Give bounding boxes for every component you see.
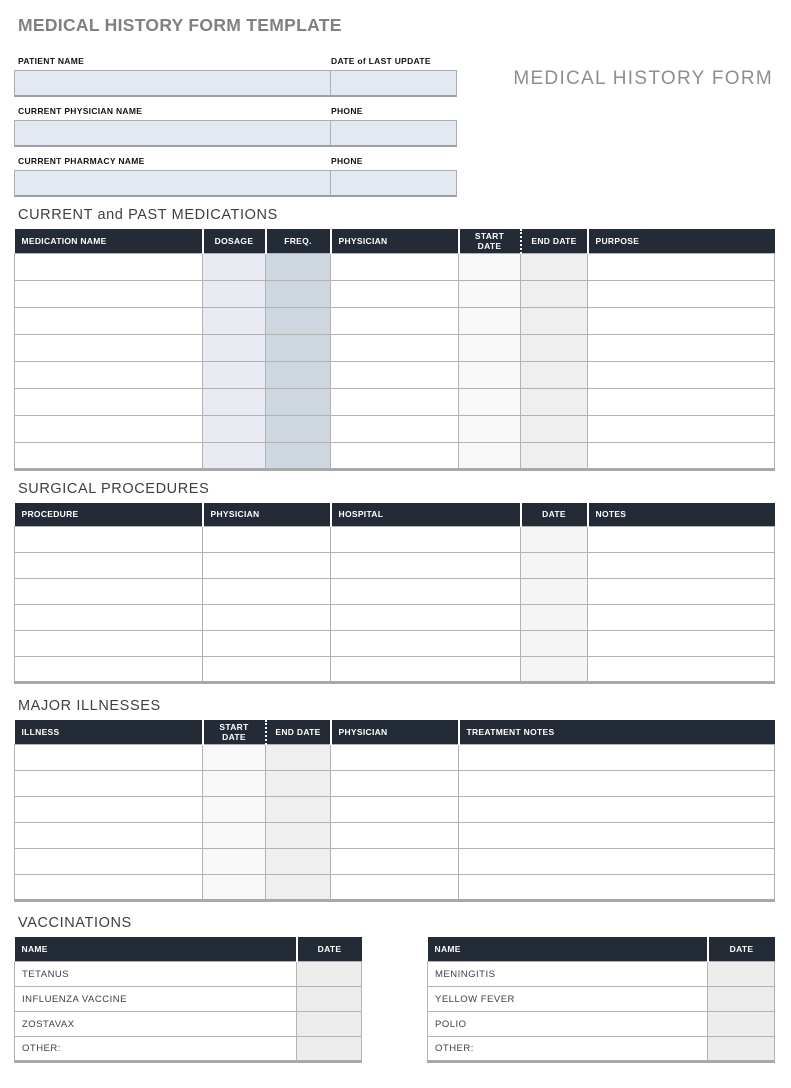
table-row — [15, 388, 775, 415]
empty-input-cell[interactable] — [331, 527, 521, 553]
empty-input-cell[interactable] — [203, 334, 266, 361]
row-label-cell[interactable]: INFLUENZA VACCINE — [15, 987, 297, 1012]
empty-input-cell[interactable] — [331, 361, 459, 388]
empty-input-cell[interactable] — [203, 579, 331, 605]
empty-input-cell[interactable] — [331, 388, 459, 415]
table-header-row — [15, 229, 775, 253]
empty-input-cell[interactable] — [459, 822, 775, 848]
empty-input-cell[interactable] — [203, 874, 266, 900]
empty-input-cell[interactable] — [588, 388, 775, 415]
empty-input-cell[interactable] — [203, 442, 266, 469]
empty-input-cell[interactable] — [15, 605, 203, 631]
empty-input-cell[interactable] — [588, 527, 775, 553]
empty-input-cell[interactable] — [459, 796, 775, 822]
date-of-last-update-input[interactable] — [331, 71, 456, 95]
empty-input-cell[interactable] — [203, 388, 266, 415]
table-row — [15, 962, 362, 987]
empty-input-cell[interactable] — [331, 657, 521, 683]
empty-input-cell[interactable] — [15, 657, 203, 683]
empty-input-cell[interactable] — [15, 631, 203, 657]
table-row — [15, 1012, 362, 1037]
current-pharmacy-name-input[interactable] — [15, 171, 331, 195]
table-row — [15, 987, 362, 1012]
current-pharmacy-name-label: CURRENT PHARMACY NAME — [18, 156, 145, 166]
empty-input-cell[interactable] — [331, 415, 459, 442]
table-row — [15, 280, 775, 307]
empty-input-cell[interactable] — [521, 527, 588, 553]
table-header-row — [15, 503, 775, 527]
column-header-notes: NOTES — [588, 503, 775, 527]
medical-history-form-page — [0, 15, 791, 1088]
empty-input-cell[interactable] — [521, 253, 588, 280]
empty-input-cell[interactable] — [521, 605, 588, 631]
empty-input-cell[interactable] — [521, 442, 588, 469]
empty-input-cell[interactable] — [521, 307, 588, 334]
column-header-start-date: START DATE — [459, 229, 521, 253]
row-label-cell[interactable]: MENINGITIS — [428, 962, 708, 987]
empty-input-cell[interactable] — [459, 770, 775, 796]
table-row — [15, 848, 775, 874]
table-header-row — [428, 937, 775, 962]
field-label-row — [18, 56, 775, 66]
column-header-treatment-notes: TREATMENT NOTES — [459, 720, 775, 744]
empty-input-cell[interactable] — [331, 770, 459, 796]
surgical-procedures-heading: SURGICAL PROCEDURES — [18, 480, 210, 497]
empty-input-cell[interactable] — [459, 874, 775, 900]
empty-input-cell[interactable] — [588, 657, 775, 683]
empty-input-cell[interactable] — [203, 527, 331, 553]
empty-input-cell[interactable] — [266, 415, 331, 442]
empty-input-cell[interactable] — [521, 388, 588, 415]
vaccination-tables-row — [14, 937, 775, 1064]
patient-name-label: PATIENT NAME — [18, 56, 85, 66]
empty-input-cell[interactable] — [15, 253, 203, 280]
surgical-procedures-table — [14, 503, 775, 685]
empty-input-cell[interactable] — [15, 553, 203, 579]
empty-input-cell[interactable] — [15, 744, 203, 770]
pharmacy-phone-input[interactable] — [331, 171, 456, 195]
empty-input-cell[interactable] — [331, 822, 459, 848]
empty-input-cell[interactable] — [521, 631, 588, 657]
empty-input-cell[interactable] — [588, 553, 775, 579]
empty-input-cell[interactable] — [15, 361, 203, 388]
empty-input-cell[interactable] — [521, 334, 588, 361]
vaccinations-left-table — [14, 937, 362, 1064]
patient-name-row — [14, 70, 457, 97]
major-illnesses-heading: MAJOR ILLNESSES — [18, 698, 161, 714]
empty-input-cell[interactable] — [521, 361, 588, 388]
empty-input-cell[interactable] — [459, 334, 521, 361]
table-row — [15, 415, 775, 442]
empty-input-cell[interactable] — [521, 280, 588, 307]
medications-section — [14, 207, 775, 471]
table-row — [15, 605, 775, 631]
column-header-illness: ILLNESS — [15, 720, 203, 744]
pharmacy-row — [14, 170, 457, 197]
column-header-physician: PHYSICIAN — [331, 229, 459, 253]
row-label-cell[interactable]: POLIO — [428, 1012, 708, 1037]
table-row — [15, 253, 775, 280]
table-header-row — [15, 720, 775, 744]
empty-input-cell[interactable] — [459, 848, 775, 874]
empty-input-cell[interactable] — [203, 307, 266, 334]
empty-input-cell[interactable] — [266, 770, 331, 796]
empty-input-cell[interactable] — [588, 605, 775, 631]
empty-input-cell[interactable] — [297, 1037, 362, 1062]
table-row — [15, 527, 775, 553]
column-header-name: NAME — [428, 937, 708, 962]
empty-input-cell[interactable] — [588, 280, 775, 307]
column-header-date: DATE — [297, 937, 362, 962]
empty-input-cell[interactable] — [521, 553, 588, 579]
empty-input-cell[interactable] — [331, 253, 459, 280]
empty-input-cell[interactable] — [203, 280, 266, 307]
empty-input-cell[interactable] — [15, 579, 203, 605]
empty-input-cell[interactable] — [588, 361, 775, 388]
current-physician-name-input[interactable] — [15, 121, 331, 145]
physician-phone-input[interactable] — [331, 121, 456, 145]
row-label-cell[interactable]: YELLOW FEVER — [428, 987, 708, 1012]
empty-input-cell[interactable] — [588, 307, 775, 334]
column-header-medication-name: MEDICATION NAME — [15, 229, 203, 253]
empty-input-cell[interactable] — [459, 388, 521, 415]
empty-input-cell[interactable] — [266, 744, 331, 770]
field-label-row — [18, 156, 775, 166]
empty-input-cell[interactable] — [297, 962, 362, 987]
table-row — [15, 657, 775, 683]
page-title: MEDICAL HISTORY FORM TEMPLATE — [18, 15, 342, 35]
empty-input-cell[interactable] — [266, 874, 331, 900]
column-header-physician: PHYSICIAN — [331, 720, 459, 744]
empty-input-cell[interactable] — [15, 848, 203, 874]
empty-input-cell[interactable] — [203, 415, 266, 442]
empty-input-cell[interactable] — [331, 442, 459, 469]
medications-heading: CURRENT and PAST MEDICATIONS — [18, 207, 278, 223]
table-row — [15, 361, 775, 388]
table-row — [15, 744, 775, 770]
table-row — [15, 307, 775, 334]
table-row — [15, 796, 775, 822]
empty-input-cell[interactable] — [15, 442, 203, 469]
empty-input-cell[interactable] — [15, 307, 203, 334]
table-row — [15, 334, 775, 361]
empty-input-cell[interactable] — [588, 579, 775, 605]
empty-input-cell[interactable] — [588, 334, 775, 361]
empty-input-cell[interactable] — [331, 579, 521, 605]
table-row — [428, 1037, 775, 1062]
vaccinations-right-table — [427, 937, 775, 1064]
surgical-procedures-section — [14, 481, 775, 685]
empty-input-cell[interactable] — [203, 822, 266, 848]
empty-input-cell[interactable] — [331, 553, 521, 579]
column-header-start-date: START DATE — [203, 720, 266, 744]
empty-input-cell[interactable] — [521, 415, 588, 442]
empty-input-cell[interactable] — [203, 770, 266, 796]
empty-input-cell[interactable] — [15, 527, 203, 553]
empty-input-cell[interactable] — [15, 334, 203, 361]
pharmacy-phone-label: PHONE — [331, 156, 363, 166]
empty-input-cell[interactable] — [588, 631, 775, 657]
column-header-date: DATE — [521, 503, 588, 527]
empty-input-cell[interactable] — [297, 987, 362, 1012]
major-illnesses-section — [14, 698, 775, 902]
table-row — [428, 987, 775, 1012]
table-row — [15, 770, 775, 796]
physician-row — [14, 120, 457, 147]
empty-input-cell[interactable] — [521, 579, 588, 605]
empty-input-cell[interactable] — [331, 744, 459, 770]
empty-input-cell[interactable] — [203, 744, 266, 770]
empty-input-cell[interactable] — [15, 388, 203, 415]
empty-input-cell[interactable] — [266, 361, 331, 388]
field-label-row — [18, 106, 775, 116]
empty-input-cell[interactable] — [331, 334, 459, 361]
empty-input-cell[interactable] — [521, 657, 588, 683]
empty-input-cell[interactable] — [331, 874, 459, 900]
table-row — [15, 1037, 362, 1062]
empty-input-cell[interactable] — [266, 334, 331, 361]
column-header-purpose: PURPOSE — [588, 229, 775, 253]
patient-name-input[interactable] — [15, 71, 331, 95]
empty-input-cell[interactable] — [459, 280, 521, 307]
empty-input-cell[interactable] — [588, 442, 775, 469]
table-row — [428, 962, 775, 987]
physician-phone-label: PHONE — [331, 106, 363, 116]
empty-input-cell[interactable] — [297, 1012, 362, 1037]
empty-input-cell[interactable] — [266, 388, 331, 415]
empty-input-cell[interactable] — [203, 848, 266, 874]
empty-input-cell[interactable] — [331, 605, 521, 631]
vaccinations-heading: VACCINATIONS — [18, 914, 132, 931]
brand-wordmark: MEDICAL HISTORY FORM — [513, 68, 773, 89]
major-illnesses-table — [14, 720, 775, 902]
column-header-freq: FREQ. — [266, 229, 331, 253]
empty-input-cell[interactable] — [459, 361, 521, 388]
empty-input-cell[interactable] — [459, 307, 521, 334]
empty-input-cell[interactable] — [203, 796, 266, 822]
row-label-cell[interactable]: OTHER: — [428, 1037, 708, 1062]
empty-input-cell[interactable] — [266, 280, 331, 307]
table-row — [15, 822, 775, 848]
column-header-end-date: END DATE — [266, 720, 331, 744]
empty-input-cell[interactable] — [331, 631, 521, 657]
medications-table — [14, 229, 775, 471]
empty-input-cell[interactable] — [708, 1012, 775, 1037]
empty-input-cell[interactable] — [15, 796, 203, 822]
empty-input-cell[interactable] — [203, 631, 331, 657]
empty-input-cell[interactable] — [708, 987, 775, 1012]
empty-input-cell[interactable] — [15, 770, 203, 796]
empty-input-cell[interactable] — [203, 361, 266, 388]
empty-input-cell[interactable] — [203, 605, 331, 631]
empty-input-cell[interactable] — [203, 553, 331, 579]
empty-input-cell[interactable] — [588, 415, 775, 442]
empty-input-cell[interactable] — [459, 442, 521, 469]
table-row — [428, 1012, 775, 1037]
empty-input-cell[interactable] — [203, 657, 331, 683]
column-header-name: NAME — [15, 937, 297, 962]
column-header-procedure: PROCEDURE — [15, 503, 203, 527]
empty-input-cell[interactable] — [266, 822, 331, 848]
table-row — [15, 553, 775, 579]
empty-input-cell[interactable] — [708, 962, 775, 987]
empty-input-cell[interactable] — [459, 744, 775, 770]
table-row — [15, 874, 775, 900]
empty-input-cell[interactable] — [588, 253, 775, 280]
empty-input-cell[interactable] — [331, 307, 459, 334]
empty-input-cell[interactable] — [15, 822, 203, 848]
table-row — [15, 442, 775, 469]
empty-input-cell[interactable] — [331, 796, 459, 822]
empty-input-cell[interactable] — [15, 874, 203, 900]
table-row — [15, 631, 775, 657]
column-header-hospital: HOSPITAL — [331, 503, 521, 527]
row-label-cell[interactable]: OTHER: — [15, 1037, 297, 1062]
empty-input-cell[interactable] — [331, 848, 459, 874]
empty-input-cell[interactable] — [203, 253, 266, 280]
current-physician-name-label: CURRENT PHYSICIAN NAME — [18, 106, 143, 116]
column-header-end-date: END DATE — [521, 229, 588, 253]
empty-input-cell[interactable] — [15, 415, 203, 442]
empty-input-cell[interactable] — [266, 253, 331, 280]
empty-input-cell[interactable] — [708, 1037, 775, 1062]
row-label-cell[interactable]: TETANUS — [15, 962, 297, 987]
table-row — [15, 579, 775, 605]
row-label-cell[interactable]: ZOSTAVAX — [15, 1012, 297, 1037]
empty-input-cell[interactable] — [266, 307, 331, 334]
date-of-last-update-label: DATE of LAST UPDATE — [331, 56, 431, 66]
column-header-date: DATE — [708, 937, 775, 962]
column-header-physician: PHYSICIAN — [203, 503, 331, 527]
table-header-row — [15, 937, 362, 962]
empty-input-cell[interactable] — [459, 253, 521, 280]
empty-input-cell[interactable] — [459, 415, 521, 442]
vaccinations-section — [14, 915, 775, 1064]
empty-input-cell[interactable] — [266, 796, 331, 822]
empty-input-cell[interactable] — [15, 280, 203, 307]
empty-input-cell[interactable] — [331, 280, 459, 307]
column-header-dosage: DOSAGE — [203, 229, 266, 253]
empty-input-cell[interactable] — [266, 442, 331, 469]
empty-input-cell[interactable] — [266, 848, 331, 874]
